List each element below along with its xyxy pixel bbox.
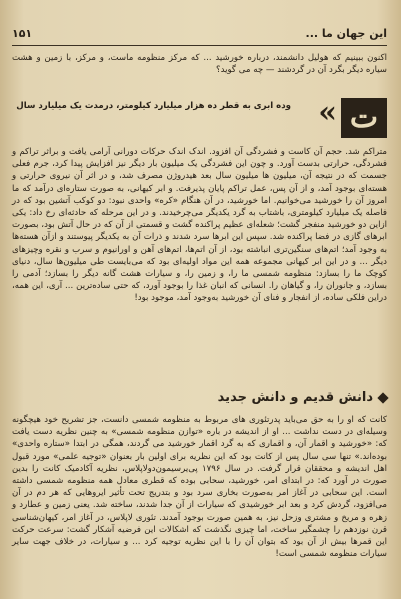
header-rule — [12, 45, 387, 46]
intro-paragraph: اکنون ببینیم که هولیل دانشمند، درباره خورشید ... که مرکز منظومه ماست، و مرکز، با زمین و هشت سیاره دیگر بگرد آن در گردشند — چه می گوید؟ — [12, 53, 387, 76]
drop-cap-block — [293, 95, 387, 138]
drop-cap-letter: ت — [341, 98, 387, 138]
running-title: این جهان ما ... — [305, 26, 387, 40]
section-heading — [12, 390, 387, 405]
opening-quote-mark: « — [318, 95, 337, 130]
lead-paragraph: وده ابری به قطر ده هزار میلیارد کیلومتر، درمدت یک میلیارد سال — [16, 101, 291, 111]
section-title-text: دانش قدیم و دانش جدید — [217, 390, 373, 405]
page-header — [12, 24, 387, 42]
body-paragraph-1: متراکم شد. حجم آن کاست و فشردگی آن افزود. اندک اندک حرکات دورانی آرامی یافت و براثر تراکم و فشردگی، حرارتی بدست آورد. و چون این فشردگی یک میلیون بار دیگر نیز افزایش پیدا کرد، جرم فعلی جسمت که در نتیجه آن، میلیون ها میلیون سال بعد هیدروژن مصرف شد، و در اثر آن نیروی حرارتی و هسته‌ای بوجود آمد، و از آن پس، عمل تراکم پایان پذیرفت. و ابر کیهانی، به صورت ستاره‌ای درآمد که ما امروز آن را خورشید می‌خوانیم. اما خورشید، در آن هنگام «کره» واحدی نبود: دو کوکب آتشین بود که در فاصله یک میلیارد کیلومتری، باشتاب به گرد یکدیگر می‌چرخیدند. و در این مرحله که حادثه‌ای رخ داد: یکی ازاین دو خورشید منفجر گشت؛ شعله‌ای عظیم پراکنده گشت و قسمتی از آن که در حال آتش بود، بصورت ابرهای گازی در فضا پراکنده شد. سپس این ابرها سرد شدند و ذرات آن به یکدیگر پیوستند و ازآن هسته‌ها به وجود آمد؛ اتم‌های سنگین‌تری انباشته بود، از آن اتم‌ها، اتم‌های آهن و اورانیوم و سرب و نقره وچیزهای دیگر ... و در این ابر کیهانی مجموعه همه این مواد اولیه‌ای بود که می‌بایست طی میلیون‌ها سال، دنیای کوچک ما را بسازد: منظومه شمسی ما را، و زمین را، و سیارات هشت گانه دیگر را بسازد؛ آدمی را بسازد، و جانوران را، و گیاهان را. انسانی که انبان غذا را بوجود آورد، که حتی ساده‌ترین ... آری، این همه، دراین فلکی ساده، از انفجار و فنای آن خورشید به‌وجود آمد، موجود بود! — [12, 147, 387, 304]
page-number: ۱۵۱ — [12, 26, 33, 40]
diamond-bullet-icon — [377, 392, 388, 403]
body-paragraph-2: کانت که او را به حق می‌باید پدرتئوری های مربوط به منظومه شمسی دانست، جز تشریح خود هیچگونه وسیله‌ای در دست نداشت ... او از اندیشه در باره «توازن منظومه شمسی» به چنین نظریه دست یافت که: «خورشید و اقمار آن، و اقماری که به گرد اقمار خورشید می گردند، همگی در ابتدا «ستاره واحدی» بوده‌اند.» تنها سی سال پس از کانت بود که این نظریه برای اولین بار بعنوان «توجیه علمی» مورد قبول اهل اندیشه و محققان قرار گرفت. در سال ۱۷۹۶ پی‌یرسیمون‌دولاپلاس، نظریه آکادمیک کانت را بدین صورت در آورد که: در ابتدای امر، خورشید، سحابی بوده که قطری معادل همه منظومه شمسی داشته است. این سحابی در آغاز امر به‌صورت بخاری سرد بود و بتدریج تحت تأثیر ایروهایی که هر دم در آن می‌افزود، گردش کرد و بعد ابر خورشیدی که سیارات از آن جدا شدند، ساخته شد. یعنی زمین و عطارد و زهره و مریخ و مشتری وزحل نیز، به همین صورت بوجود آمدند. تئوری لاپلاس، در آغاز امر، کیهان‌شناسی قرن نوزدهم را چشمگیر ساخت، اما چیزی نگذشت که اشکالات این فرضیه آشکار گشت: سرعت حرکت این قمرها بیش از آن بود که بتوان آن را با این نظریه توجیه کرد ... و سیارات، در خلاف جهت سایر سیارات منظومه شمسی است! — [12, 415, 387, 560]
